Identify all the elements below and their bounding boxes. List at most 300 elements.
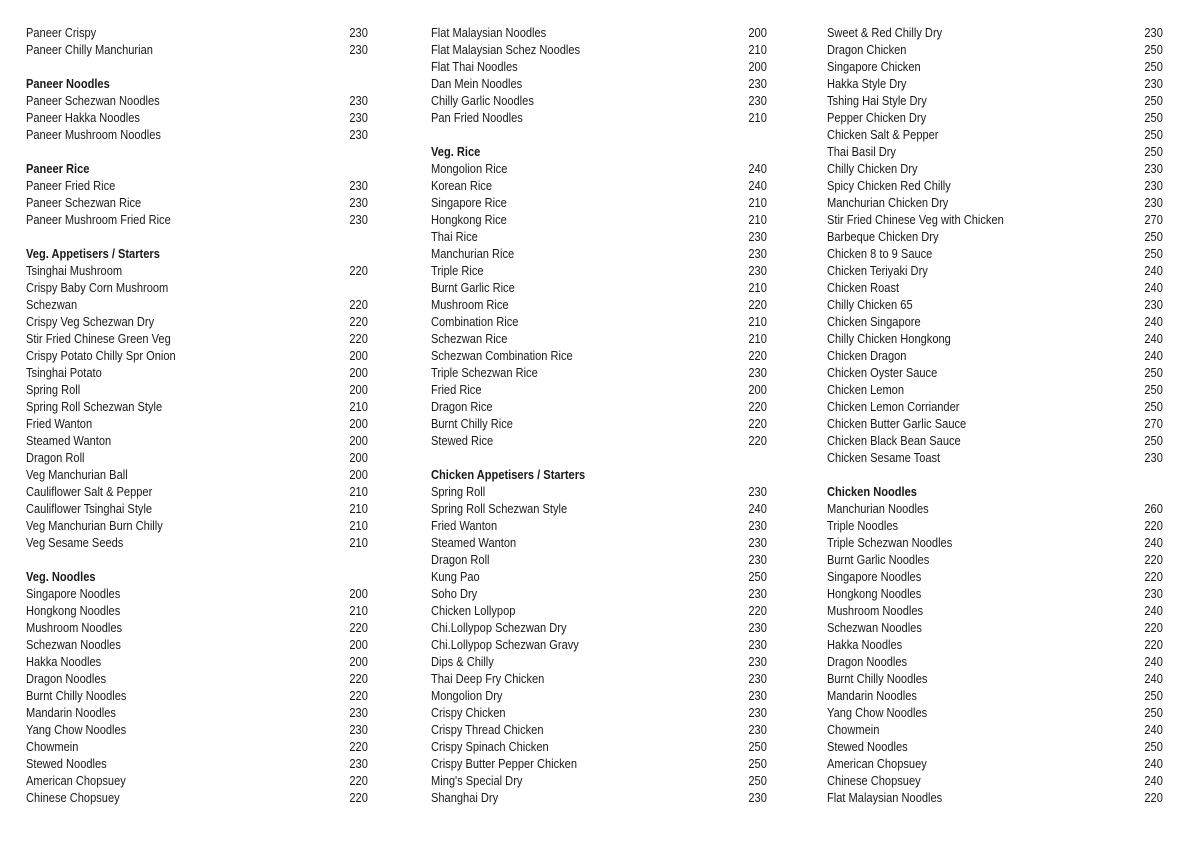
- menu-item-name: Paneer Fried Rice: [26, 179, 116, 193]
- menu-item-name: Yang Chow Noodles: [26, 723, 127, 737]
- menu-item-name: Chicken Sesame Toast: [827, 451, 941, 465]
- menu-item-name: Chicken Lemon: [827, 383, 905, 397]
- menu-item: [827, 518, 1163, 535]
- menu-item-price: 240: [1144, 349, 1163, 363]
- menu-item: [431, 620, 767, 637]
- menu-item: [827, 382, 1163, 399]
- menu-item: [827, 450, 1163, 467]
- menu-item: [431, 535, 767, 552]
- menu-item-name: Tsinghai Mushroom: [26, 264, 123, 278]
- menu-item-name: Crispy Spinach Chicken: [431, 740, 549, 754]
- menu-item: [827, 144, 1163, 161]
- menu-item-name: Veg Sesame Seeds: [26, 536, 124, 550]
- menu-item-price: 220: [349, 264, 368, 278]
- menu-item-name: Crispy Veg Schezwan Dry: [26, 315, 155, 329]
- menu-item-name: Veg Manchurian Burn Chilly: [26, 519, 163, 533]
- menu-item-price: 230: [349, 723, 368, 737]
- menu-item-name: Stewed Noodles: [827, 740, 908, 754]
- menu-item-price: 230: [748, 519, 767, 533]
- menu-item-name: Stir Fried Chinese Veg with Chicken: [827, 213, 1004, 227]
- menu-item-name: Thai Rice: [431, 230, 478, 244]
- menu-item-price: 230: [748, 536, 767, 550]
- menu-item-price: 230: [748, 77, 767, 91]
- menu-item-price: 220: [349, 672, 368, 686]
- menu-item: [26, 416, 368, 433]
- menu-item-name: Cauliflower Tsinghai Style: [26, 502, 153, 516]
- menu-item: [431, 42, 767, 59]
- menu-item-name: Spring Roll Schezwan Style: [431, 502, 568, 516]
- menu-item: [827, 161, 1163, 178]
- menu-item-name: Flat Malaysian Schez Noodles: [431, 43, 581, 57]
- menu-item: [26, 535, 368, 552]
- menu-item-price: 240: [1144, 672, 1163, 686]
- menu-item-name: Hakka Noodles: [827, 638, 903, 652]
- menu-item-price: 230: [748, 230, 767, 244]
- menu-item: [26, 620, 368, 637]
- menu-item-name: Paneer Chilly Manchurian: [26, 43, 153, 57]
- spacer: [431, 127, 767, 144]
- menu-item-price: 200: [349, 451, 368, 465]
- menu-item-price: 240: [748, 162, 767, 176]
- menu-item: [827, 76, 1163, 93]
- menu-item-price: 230: [1144, 587, 1163, 601]
- menu-item: [827, 654, 1163, 671]
- menu-item: [26, 280, 368, 297]
- menu-item: [431, 399, 767, 416]
- menu-item-name: Manchurian Chicken Dry: [827, 196, 949, 210]
- menu-item-name: Chinese Chopsuey: [827, 774, 921, 788]
- menu-item-price: 240: [748, 179, 767, 193]
- menu-item-name: Stir Fried Chinese Green Veg: [26, 332, 171, 346]
- menu-item-name: Chicken Teriyaki Dry: [827, 264, 928, 278]
- menu-item-name: Tsinghai Potato: [26, 366, 102, 380]
- spacer: [26, 144, 368, 161]
- menu-item: [431, 671, 767, 688]
- menu-item-name: Dan Mein Noodles: [431, 77, 523, 91]
- menu-item-price: 200: [349, 655, 368, 669]
- menu-item-price: 220: [349, 298, 368, 312]
- menu-item: [431, 161, 767, 178]
- menu-item: [431, 229, 767, 246]
- menu-item-name: Hakka Noodles: [26, 655, 102, 669]
- menu-item: [431, 76, 767, 93]
- menu-item-name: Dragon Roll: [431, 553, 490, 567]
- menu-item-name: Burnt Chilly Rice: [431, 417, 513, 431]
- menu-item-name: Hakka Style Dry: [827, 77, 907, 91]
- menu-item-price: 240: [1144, 536, 1163, 550]
- menu-item-price: 230: [748, 638, 767, 652]
- menu-item-price: 230: [748, 706, 767, 720]
- menu-item-price: 220: [1144, 519, 1163, 533]
- menu-item: [26, 603, 368, 620]
- menu-item-name: Manchurian Noodles: [827, 502, 929, 516]
- menu-item-name: Chicken Dragon: [827, 349, 907, 363]
- menu-item-price: 200: [349, 366, 368, 380]
- menu-item-name: Barbeque Chicken Dry: [827, 230, 939, 244]
- section-heading: Chicken Noodles: [827, 485, 917, 499]
- menu-item: [26, 93, 368, 110]
- menu-item-name: Chicken 8 to 9 Sauce: [827, 247, 933, 261]
- menu-item: [26, 501, 368, 518]
- menu-item-name: Soho Dry: [431, 587, 478, 601]
- menu-item-price: 240: [1144, 281, 1163, 295]
- menu-item: [827, 399, 1163, 416]
- menu-item: [827, 59, 1163, 76]
- menu-item-name: Steamed Wanton: [26, 434, 112, 448]
- menu-item-name: Triple Noodles: [827, 519, 899, 533]
- menu-item: [26, 722, 368, 739]
- menu-item: [26, 110, 368, 127]
- menu-item-price: 220: [349, 791, 368, 805]
- menu-item-name: Paneer Mushroom Fried Rice: [26, 213, 171, 227]
- menu-item: [827, 178, 1163, 195]
- menu-item-price: 230: [748, 791, 767, 805]
- menu-item-name: Singapore Rice: [431, 196, 507, 210]
- menu-item: [431, 654, 767, 671]
- menu-item-name: Hongkong Noodles: [827, 587, 922, 601]
- menu-item-price: 250: [1144, 230, 1163, 244]
- menu-item-price: 230: [748, 621, 767, 635]
- menu-item: [26, 518, 368, 535]
- menu-item-name: Dragon Roll: [26, 451, 85, 465]
- menu-item: [431, 790, 767, 807]
- menu-item: [26, 586, 368, 603]
- menu-item: [431, 263, 767, 280]
- menu-item: [26, 705, 368, 722]
- menu-item-name: Korean Rice: [431, 179, 492, 193]
- menu-item: [26, 773, 368, 790]
- menu-item: [26, 756, 368, 773]
- menu-item: [26, 484, 368, 501]
- menu-item: [827, 688, 1163, 705]
- menu-item-name: American Chopsuey: [26, 774, 126, 788]
- menu-item: [431, 739, 767, 756]
- menu-item: [827, 790, 1163, 807]
- menu-item-price: 220: [349, 332, 368, 346]
- menu-item: [827, 705, 1163, 722]
- menu-item-price: 250: [1144, 145, 1163, 159]
- menu-item: [827, 569, 1163, 586]
- menu-item-name: Chicken Roast: [827, 281, 900, 295]
- menu-item: [26, 263, 368, 280]
- menu-item-name: Chicken Salt & Pepper: [827, 128, 939, 142]
- menu-item-name: Veg Manchurian Ball: [26, 468, 128, 482]
- menu-item-name: Dips & Chilly: [431, 655, 494, 669]
- menu-item: [827, 42, 1163, 59]
- menu-item-price: 220: [748, 417, 767, 431]
- menu-item-name: Singapore Noodles: [26, 587, 121, 601]
- menu-item: [827, 433, 1163, 450]
- menu-item-price: 250: [1144, 60, 1163, 74]
- spacer: [26, 59, 368, 76]
- menu-item: [431, 773, 767, 790]
- menu-item-name: Mushroom Rice: [431, 298, 509, 312]
- menu-item-price: 250: [1144, 366, 1163, 380]
- menu-item-price: 250: [1144, 94, 1163, 108]
- menu-item-price: 230: [748, 553, 767, 567]
- menu-item-name: Singapore Chicken: [827, 60, 921, 74]
- menu-item: [26, 331, 368, 348]
- menu-item: [431, 688, 767, 705]
- menu-item-name: Crispy Thread Chicken: [431, 723, 544, 737]
- menu-item-price: 240: [1144, 604, 1163, 618]
- menu-item-price: 250: [1144, 247, 1163, 261]
- menu-item: [431, 518, 767, 535]
- menu-item-price: 250: [1144, 740, 1163, 754]
- menu-item-name: Chinese Chopsuey: [26, 791, 120, 805]
- menu-item-name: Schezwan Noodles: [827, 621, 922, 635]
- menu-item-price: 220: [349, 740, 368, 754]
- menu-item-name: Flat Malaysian Noodles: [827, 791, 943, 805]
- menu-item: [431, 297, 767, 314]
- menu-item-price: 230: [349, 128, 368, 142]
- menu-item: [26, 297, 368, 314]
- menu-item-price: 200: [349, 638, 368, 652]
- menu-item-price: 210: [748, 281, 767, 295]
- section-heading: Paneer Rice: [26, 162, 90, 176]
- menu-item-name: Burnt Chilly Noodles: [26, 689, 127, 703]
- menu-item-price: 230: [349, 94, 368, 108]
- menu-item-price: 230: [1144, 26, 1163, 40]
- menu-item: [827, 348, 1163, 365]
- menu-item-name: Chowmein: [827, 723, 880, 737]
- menu-item-price: 250: [1144, 111, 1163, 125]
- menu-item-price: 220: [349, 774, 368, 788]
- menu-item-price: 210: [748, 315, 767, 329]
- menu-item-name: Yang Chow Noodles: [827, 706, 928, 720]
- menu-item-price: 220: [748, 434, 767, 448]
- menu-item: [827, 365, 1163, 382]
- menu-item: [431, 501, 767, 518]
- menu-item-price: 250: [1144, 689, 1163, 703]
- menu-item: [431, 212, 767, 229]
- menu-item-price: 210: [349, 536, 368, 550]
- menu-item-name: Dragon Chicken: [827, 43, 907, 57]
- menu-item-name: Mandarin Noodles: [827, 689, 917, 703]
- menu-item-name: Triple Schezwan Noodles: [827, 536, 953, 550]
- menu-item-price: 220: [748, 298, 767, 312]
- menu-item-name: Stewed Rice: [431, 434, 494, 448]
- menu-item-price: 210: [748, 111, 767, 125]
- menu-item-price: 210: [349, 485, 368, 499]
- menu-item: [431, 586, 767, 603]
- menu-item-price: 210: [748, 332, 767, 346]
- menu-item: [431, 637, 767, 654]
- menu-item: [431, 93, 767, 110]
- menu-item-price: 220: [748, 604, 767, 618]
- menu-item-price: 230: [748, 655, 767, 669]
- menu-item: [431, 603, 767, 620]
- menu-item: [827, 756, 1163, 773]
- menu-item: [431, 433, 767, 450]
- menu-item-price: 250: [748, 757, 767, 771]
- menu-item-name: Dragon Noodles: [827, 655, 908, 669]
- menu-item: [431, 382, 767, 399]
- menu-item: [827, 773, 1163, 790]
- menu-item: [431, 280, 767, 297]
- menu-item: [26, 382, 368, 399]
- menu-item-price: 230: [748, 264, 767, 278]
- menu-item-name: Pepper Chicken Dry: [827, 111, 927, 125]
- menu-item-name: Spring Roll: [431, 485, 486, 499]
- menu-item: [827, 127, 1163, 144]
- menu-item: [827, 586, 1163, 603]
- menu-item: [827, 501, 1163, 518]
- menu-item: [431, 246, 767, 263]
- menu-item-name: Paneer Hakka Noodles: [26, 111, 140, 125]
- menu-item: [827, 552, 1163, 569]
- menu-item: [431, 756, 767, 773]
- menu-item-price: 220: [349, 621, 368, 635]
- menu-item-name: Chicken Lemon Corriander: [827, 400, 960, 414]
- menu-item: [431, 110, 767, 127]
- menu-item-price: 200: [349, 434, 368, 448]
- menu-item-name: Chi.Lollypop Schezwan Dry: [431, 621, 567, 635]
- menu-item-price: 210: [748, 213, 767, 227]
- menu-item-name: Spring Roll Schezwan Style: [26, 400, 163, 414]
- menu-item-name: Pan Fried Noodles: [431, 111, 523, 125]
- section-heading: Paneer Noodles: [26, 77, 110, 91]
- menu-item-name: Mandarin Noodles: [26, 706, 116, 720]
- menu-item-name: Manchurian Rice: [431, 247, 515, 261]
- menu-item: [26, 178, 368, 195]
- menu-item-price: 230: [748, 94, 767, 108]
- menu-item: [827, 620, 1163, 637]
- menu-item-price: 230: [349, 26, 368, 40]
- menu-item: [827, 263, 1163, 280]
- menu-item-price: 230: [748, 485, 767, 499]
- menu-item-name: Chicken Butter Garlic Sauce: [827, 417, 967, 431]
- section-heading: Veg. Appetisers / Starters: [26, 247, 160, 261]
- menu-item-price: 240: [1144, 757, 1163, 771]
- spacer: [26, 552, 368, 569]
- menu-item: [431, 314, 767, 331]
- menu-item-name: Triple Rice: [431, 264, 484, 278]
- menu-item: [827, 739, 1163, 756]
- menu-item-name: Sweet & Red Chilly Dry: [827, 26, 943, 40]
- menu-item-name: Crispy Potato Chilly Spr Onion: [26, 349, 176, 363]
- menu-item-price: 230: [1144, 298, 1163, 312]
- menu-item-name: Mushroom Noodles: [26, 621, 123, 635]
- menu-item-name: Flat Thai Noodles: [431, 60, 518, 74]
- menu-item: [431, 416, 767, 433]
- menu-item-price: 240: [1144, 655, 1163, 669]
- menu-item-price: 250: [1144, 128, 1163, 142]
- menu-item: [431, 348, 767, 365]
- menu-item-price: 230: [349, 706, 368, 720]
- menu-item-price: 230: [1144, 196, 1163, 210]
- menu-item-name: Cauliflower Salt & Pepper: [26, 485, 153, 499]
- menu-item-name: Chilly Chicken 65: [827, 298, 913, 312]
- menu-item: [26, 739, 368, 756]
- menu-item-price: 230: [349, 111, 368, 125]
- menu-item-price: 240: [1144, 723, 1163, 737]
- menu-item-name: American Chopsuey: [827, 757, 927, 771]
- menu-item: [827, 246, 1163, 263]
- menu-item-name: Schezwan Combination Rice: [431, 349, 573, 363]
- menu-item-name: Chowmein: [26, 740, 79, 754]
- menu-item-price: 240: [1144, 264, 1163, 278]
- menu-item-name: Schezwan Noodles: [26, 638, 121, 652]
- menu-item-price: 220: [748, 400, 767, 414]
- menu-item-name: Flat Malaysian Noodles: [431, 26, 547, 40]
- menu-item: [431, 569, 767, 586]
- menu-item: [827, 416, 1163, 433]
- menu-item-name: Mongolion Dry: [431, 689, 503, 703]
- menu-item-price: 210: [349, 502, 368, 516]
- menu-item-name: Fried Wanton: [26, 417, 93, 431]
- menu-item: [26, 654, 368, 671]
- menu-item: [26, 25, 368, 42]
- menu-item: [827, 331, 1163, 348]
- menu-item-price: 200: [349, 383, 368, 397]
- menu-item-name: Paneer Crispy: [26, 26, 97, 40]
- menu-item-name: Triple Schezwan Rice: [431, 366, 538, 380]
- menu-item-price: 200: [748, 26, 767, 40]
- menu-item-price: 220: [748, 349, 767, 363]
- menu-item-price: 250: [1144, 383, 1163, 397]
- menu-item: [26, 688, 368, 705]
- menu-item-name: Fried Wanton: [431, 519, 498, 533]
- menu-item-price: 230: [748, 587, 767, 601]
- menu-item-name: Crispy Baby Corn Mushroom: [26, 281, 169, 295]
- menu-item: [431, 195, 767, 212]
- menu-item-price: 200: [349, 349, 368, 363]
- menu-item-name: Stewed Noodles: [26, 757, 107, 771]
- menu-item-price: 200: [349, 587, 368, 601]
- menu-item: [827, 280, 1163, 297]
- menu-item-price: 250: [1144, 706, 1163, 720]
- menu-item-price: 210: [748, 196, 767, 210]
- menu-item-price: 270: [1144, 213, 1163, 227]
- menu-item-price: 230: [349, 43, 368, 57]
- menu-column-3: [827, 25, 1163, 807]
- menu-item: [431, 365, 767, 382]
- section-heading: Veg. Noodles: [26, 570, 96, 584]
- menu-item-name: Thai Deep Fry Chicken: [431, 672, 545, 686]
- menu-item: [827, 93, 1163, 110]
- menu-item-name: Dragon Rice: [431, 400, 493, 414]
- menu-item-name: Crispy Butter Pepper Chicken: [431, 757, 577, 771]
- menu-item-price: 220: [1144, 621, 1163, 635]
- menu-item: [431, 59, 767, 76]
- menu-item-price: 250: [748, 774, 767, 788]
- menu-item-name: Spring Roll: [26, 383, 81, 397]
- menu-item-price: 210: [748, 43, 767, 57]
- menu-item-name: Chicken Singapore: [827, 315, 921, 329]
- section-heading: Veg. Rice: [431, 145, 481, 159]
- menu-item-price: 240: [1144, 315, 1163, 329]
- menu-item-name: Fried Rice: [431, 383, 482, 397]
- menu-item-price: 200: [349, 417, 368, 431]
- menu-item-name: Chicken Lollypop: [431, 604, 516, 618]
- menu-item-price: 230: [349, 196, 368, 210]
- menu-item-price: 220: [1144, 638, 1163, 652]
- menu-item: [26, 671, 368, 688]
- menu-item-price: 200: [748, 383, 767, 397]
- menu-item-name: Paneer Schezwan Rice: [26, 196, 142, 210]
- menu-item-price: 230: [1144, 162, 1163, 176]
- menu-item: [827, 637, 1163, 654]
- menu-item-name: Singapore Noodles: [827, 570, 922, 584]
- menu-item: [431, 705, 767, 722]
- menu-item: [827, 297, 1163, 314]
- spacer: [431, 450, 767, 467]
- menu-item: [26, 195, 368, 212]
- menu-item-name: Chicken Black Bean Sauce: [827, 434, 961, 448]
- spacer: [26, 229, 368, 246]
- menu-item-name: Mongolion Rice: [431, 162, 508, 176]
